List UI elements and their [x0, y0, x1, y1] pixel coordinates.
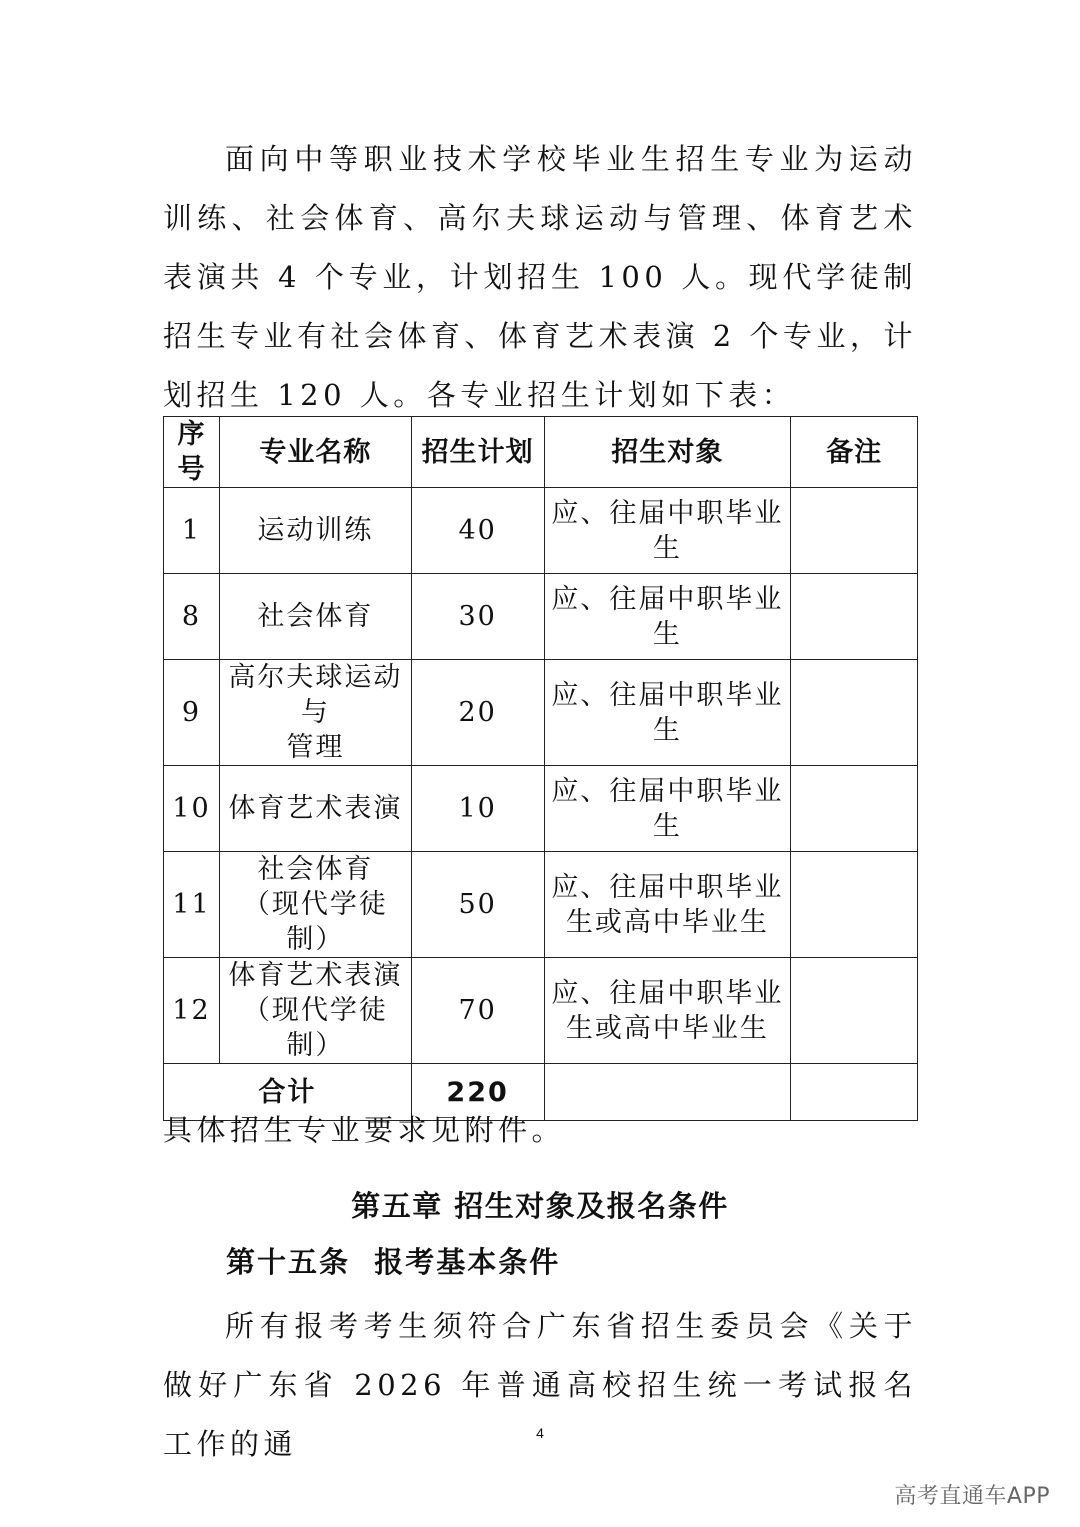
after-table-text: 具体招生专业要求见附件。 — [163, 1113, 566, 1147]
page-number: 4 — [536, 1425, 544, 1441]
cell-target-line: 生 — [652, 532, 682, 564]
cell-note — [791, 574, 918, 660]
cell-major-line: 社会体育 — [257, 854, 374, 885]
cell-major — [219, 488, 411, 574]
cell-note — [791, 852, 918, 958]
table-row — [164, 660, 918, 766]
table-row — [164, 852, 918, 958]
cell-major — [219, 958, 411, 1064]
header-note: 备注 — [791, 417, 918, 488]
cell-no: 11 — [164, 852, 220, 958]
intro-paragraph: 面向中等职业技术学校毕业生招生专业为运动训练、社会体育、高尔夫球运动与管理、体育艺术表演共 4 个专业，计划招生 100 人。现代学徒制招生专业有社会体育、体育艺术表演 2 个专业，计划招生 120 人。各专业招生计划如下表： — [163, 142, 917, 412]
total-value: 220 — [411, 1064, 544, 1121]
cell-target — [544, 852, 791, 958]
cell-target-line: 应、往届中职毕业 — [551, 871, 784, 903]
cell-major-line: （现代学徒制） — [242, 995, 388, 1061]
cell-major-line: 管理 — [286, 732, 345, 763]
cell-target-line: 生 — [652, 714, 682, 746]
table-row — [164, 574, 918, 660]
cell-major — [219, 852, 411, 958]
cell-no: 12 — [164, 958, 220, 1064]
cell-major-line: 体育艺术表演 — [228, 960, 403, 991]
cell-target — [544, 766, 791, 852]
cell-note — [791, 766, 918, 852]
cell-major — [219, 766, 411, 852]
cell-plan: 30 — [411, 574, 544, 660]
cell-target-line: 应、往届中职毕业 — [551, 775, 784, 807]
cell-major-line: 体育艺术表演 — [228, 793, 403, 824]
cell-target-line: 生或高中毕业生 — [565, 906, 769, 938]
cell-target-line: 应、往届中职毕业 — [551, 497, 784, 529]
cell-target — [544, 488, 791, 574]
header-major: 专业名称 — [219, 417, 411, 488]
cell-major-line: 高尔夫球运动与 — [228, 662, 403, 728]
header-plan: 招生计划 — [411, 417, 544, 488]
watermark: 高考直通车APP — [894, 1484, 1050, 1509]
cell-major-line: 社会体育 — [257, 601, 374, 632]
cell-target — [544, 958, 791, 1064]
table-row — [164, 488, 918, 574]
cell-target — [544, 574, 791, 660]
table-row — [164, 766, 918, 852]
enrollment-plan-table — [163, 416, 918, 1121]
cell-note — [791, 958, 918, 1064]
cell-major — [219, 660, 411, 766]
cell-no: 1 — [164, 488, 220, 574]
cell-note — [791, 660, 918, 766]
cell-target — [544, 660, 791, 766]
header-no: 序号 — [164, 417, 220, 488]
chapter-heading: 第五章 招生对象及报名条件 — [351, 1189, 729, 1223]
cell-note — [791, 488, 918, 574]
cell-target-line: 应、往届中职毕业 — [551, 977, 784, 1009]
cell-plan: 70 — [411, 958, 544, 1064]
cell-plan: 40 — [411, 488, 544, 574]
cell-major — [219, 574, 411, 660]
table-header-row — [164, 417, 918, 488]
cell-plan: 50 — [411, 852, 544, 958]
cell-no: 9 — [164, 660, 220, 766]
table-row — [164, 958, 918, 1064]
cell-plan: 10 — [411, 766, 544, 852]
total-label: 合计 — [164, 1064, 412, 1121]
cell-major-line: （现代学徒制） — [242, 889, 388, 955]
cell-target-line: 生或高中毕业生 — [565, 1012, 769, 1044]
cell-target-line: 应、往届中职毕业 — [551, 583, 784, 615]
header-target: 招生对象 — [544, 417, 791, 488]
cell-target-line: 生 — [652, 810, 682, 842]
cell-plan: 20 — [411, 660, 544, 766]
cell-target-line: 应、往届中职毕业 — [551, 679, 784, 711]
article-heading: 第十五条 报考基本条件 — [226, 1245, 561, 1279]
article-paragraph: 所有报考考生须符合广东省招生委员会《关于做好广东省 2026 年普通高校招生统一考试报名工作的通 — [163, 1309, 917, 1461]
cell-target-line: 生 — [652, 618, 682, 650]
cell-no: 10 — [164, 766, 220, 852]
cell-no: 8 — [164, 574, 220, 660]
cell-major-line: 运动训练 — [257, 515, 374, 546]
